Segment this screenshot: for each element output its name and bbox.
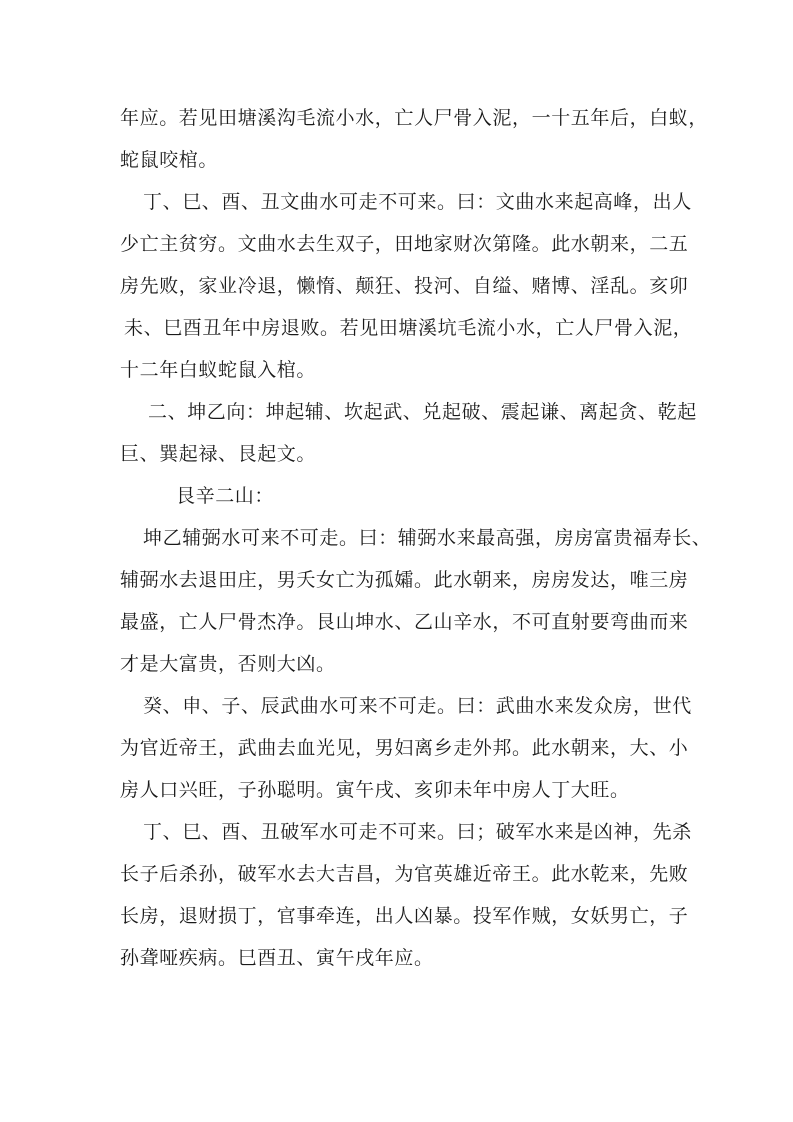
text-line: 丁、巳、酉、丑破军水可走不可来。曰；破军水来是凶神，先杀: [143, 821, 692, 843]
text-line: 长房，退财损丁，官事牵连，出人凶暴。投军作贼，女妖男亡，子: [120, 905, 689, 927]
text-line: 蛇鼠咬棺。: [120, 149, 219, 171]
text-line: 少亡主贫穷。文曲水去生双子，田地家财次第隆。此水朝来，二五: [120, 233, 689, 255]
text-line: 才是大富贵，否则大凶。: [120, 653, 336, 675]
text-line: 癸、申、子、辰武曲水可来不可走。曰：武曲水来发众房，世代: [143, 695, 692, 717]
text-line: 长子后杀孙，破军水去大吉昌，为官英雄近帝王。此水乾来，先败: [120, 863, 689, 885]
text-line: 最盛，亡人尸骨杰净。艮山坤水、乙山辛水，不可直射要弯曲而来: [120, 611, 689, 633]
text-line: 孙聋哑疾病。巳酉丑、寅午戌年应。: [120, 947, 434, 969]
text-line: 房先败，家业冷退，懒惰、颠狂、投河、自缢、赌博、淫乱。亥卯: [120, 275, 689, 297]
section-heading: 艮辛二山：: [176, 485, 275, 507]
text-line: 丁、巳、酉、丑文曲水可走不可来。曰：文曲水来起高峰，出人: [143, 191, 692, 213]
text-line: 二、坤乙向：坤起辅、坎起武、兑起破、震起谦、离起贪、乾起: [148, 401, 697, 423]
text-line: 年应。若见田塘溪沟毛流小水，亡人尸骨入泥，一十五年后，白蚁，: [120, 107, 709, 129]
text-line: 辅弼水去退田庄，男夭女亡为孤孀。此水朝来，房房发达，唯三房: [120, 569, 689, 591]
text-line: 房人口兴旺，子孙聪明。寅午戌、亥卯未年中房人丁大旺。: [120, 779, 630, 801]
text-line: 巨、巽起禄、艮起文。: [120, 443, 317, 465]
text-line: 十二年白蚁蛇鼠入棺。: [120, 359, 317, 381]
text-line: 未、巳酉丑年中房退败。若见田塘溪坑毛流小水，亡人尸骨入泥，: [124, 317, 693, 339]
text-line: 为官近帝王，武曲去血光见，男妇离乡走外邦。此水朝来，大、小: [120, 737, 689, 759]
text-line: 坤乙辅弼水可来不可走。曰：辅弼水来最高强，房房富贵福寿长、: [143, 527, 712, 549]
